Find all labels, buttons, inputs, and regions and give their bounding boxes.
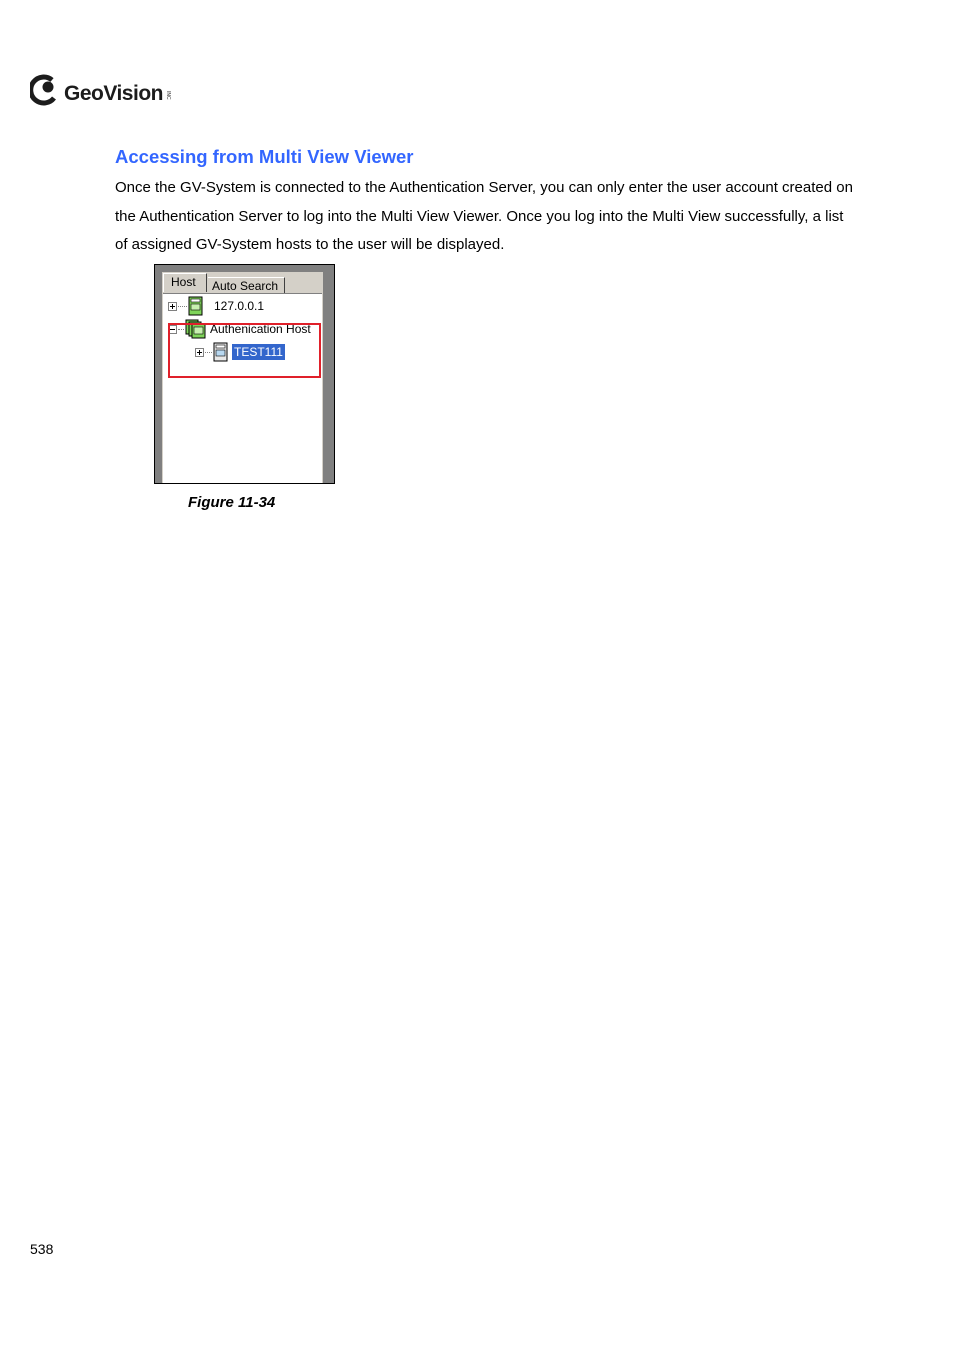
tree-item-authentication-host[interactable] xyxy=(168,319,311,339)
logo-tm: INC xyxy=(164,90,171,100)
host-group-icon xyxy=(185,319,207,339)
tab-auto-search[interactable]: Auto Search xyxy=(208,277,285,293)
host-panel xyxy=(162,272,323,483)
host-icon xyxy=(213,342,229,362)
host-icon xyxy=(188,296,204,316)
multi-view-host-panel-screenshot xyxy=(154,264,335,484)
tree-item-label: 127.0.0.1 xyxy=(214,299,265,313)
tree-item-localhost[interactable] xyxy=(168,296,264,316)
tree-item-label-selected: TEST111 xyxy=(234,345,283,359)
body-paragraph: Once the GV-System is connected to the Authentication Server, you can only enter the user account created on the Authentication Server to log into the Multi View Viewer. Once you log into the Multi View successfully, a list of assigned GV-System hosts to the user will be displayed. xyxy=(115,179,853,254)
tree-line xyxy=(205,352,212,353)
logo-text: GeoVision xyxy=(64,81,163,105)
figure-caption: Figure 11-34 xyxy=(188,494,276,511)
host-tree xyxy=(163,293,322,483)
tree-line xyxy=(178,306,187,307)
expand-icon[interactable] xyxy=(195,348,204,357)
tree-line xyxy=(178,329,184,330)
collapse-icon[interactable] xyxy=(168,325,177,334)
geovision-logo xyxy=(30,72,171,108)
tab-host[interactable]: Host xyxy=(163,273,207,292)
geovision-logo-icon xyxy=(30,73,60,107)
tree-item-test111[interactable] xyxy=(195,342,285,362)
expand-icon[interactable] xyxy=(168,302,177,311)
tree-item-label: Authenication Host xyxy=(210,322,311,336)
section-title: Accessing from Multi View Viewer xyxy=(115,146,414,167)
page-number: 538 xyxy=(30,1241,54,1257)
